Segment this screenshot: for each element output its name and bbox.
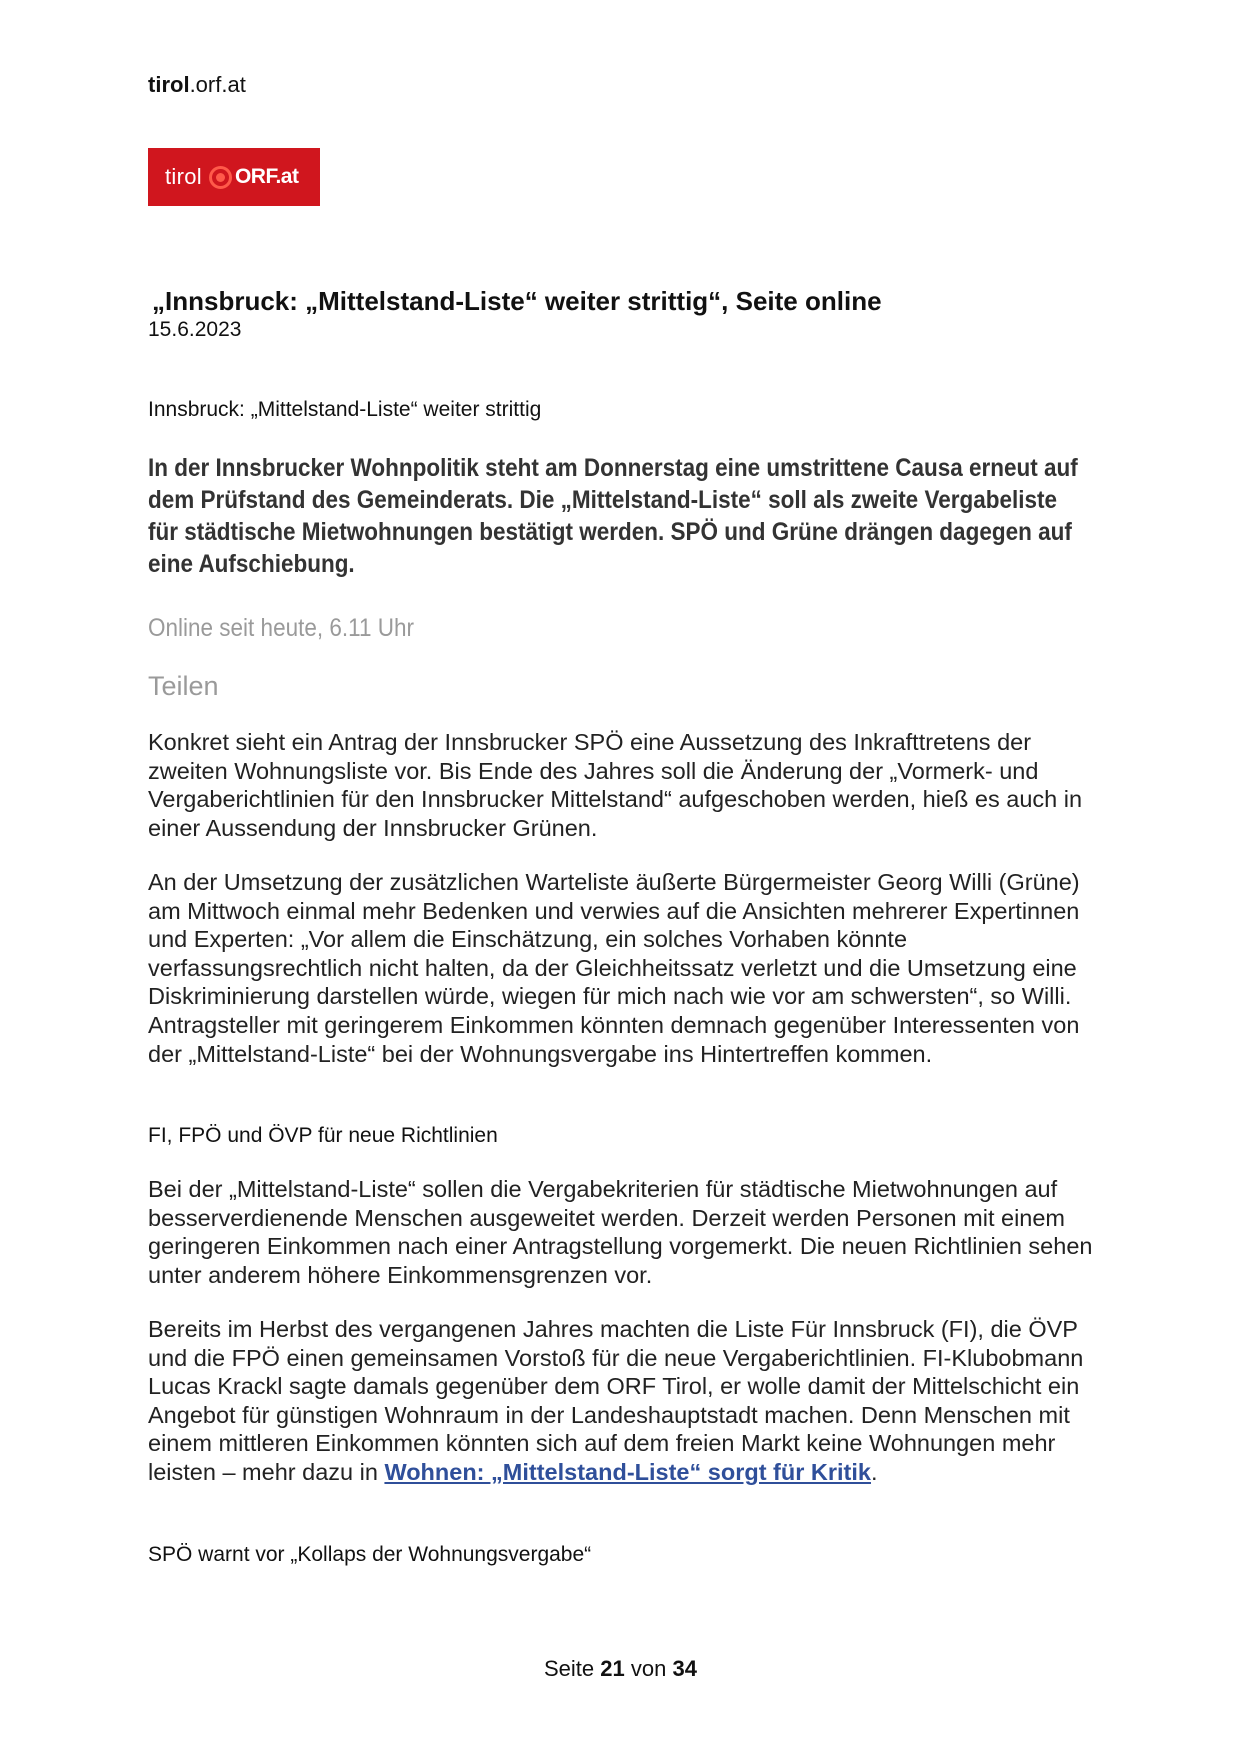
article-date: 15.6.2023 bbox=[148, 318, 242, 341]
paragraph-4 bbox=[148, 1315, 1098, 1487]
article-lead: In der Innsbrucker Wohnpolitik steht am Donnerstag eine umstrittene Causa erneut auf dem Prüfstand des Gemeinderats. Die „Mittelstand-Liste“ soll als zweite Vergabeliste für städtische Mietwohnungen bestätigt werden. SPÖ und Grüne drängen dagegen auf eine Aufschiebung. bbox=[148, 454, 1078, 578]
paragraph-4-text: Bereits im Herbst des vergangenen Jahres machten die Liste Für Innsbruck (FI), die ÖVP und die FPÖ einen gemeinsamen Vorstoß für die neue Vergaberichtlinien. FI-Klubobmann Lucas Krackl sagte damals gegenüber dem ORF Tirol, er wolle damit der Mittelschicht ein Angebot für günstigen Wohnraum in der Landeshauptstadt machen. Denn Menschen mit einem mittleren Einkommen könnten sich auf dem freien Markt keine Wohnungen mehr leisten – mehr dazu in bbox=[148, 1316, 1084, 1485]
footer-page-number: 21 bbox=[600, 1656, 625, 1681]
section-heading-2: SPÖ warnt vor „Kollaps der Wohnungsvergabe“ bbox=[148, 1543, 592, 1566]
logo-word-orf: ORF.at bbox=[234, 165, 299, 188]
paragraph-1: Konkret sieht ein Antrag der Innsbrucker SPÖ eine Aussetzung des Inkrafttretens der zweiten Wohnungsliste vor. Bis Ende des Jahres soll die Änderung der „Vormerk- und Vergaberichtlinien für den Innsbrucker Mittelstand“ aufgeschoben werden, hieß es auch in einer Aussendung der Innsbrucker Grünen. bbox=[148, 729, 1083, 841]
orf-eye-icon bbox=[209, 166, 232, 189]
paragraph-2: An der Umsetzung der zusätzlichen Warteliste äußerte Bürgermeister Georg Willi (Grüne) am Mittwoch einmal mehr Bedenken und verwies auf die Ansichten mehrerer Expertinnen und Experten: „Vor allem die Einschätzung, ein solches Vorhaben könnte verfassungsrechtlich nicht halten, da der Gleichheitssatz verletzt und die Umsetzung eine Diskriminierung darstellen würde, wiegen für mich nach wie vor am schwersten“, so Willi. Antragsteller mit geringerem Einkommen könnten demnach gegenüber Interessenten von der „Mittelstand-Liste“ bei der Wohnungsvergabe ins Hintertreffen kommen. bbox=[148, 869, 1080, 1067]
page-footer bbox=[0, 1656, 1241, 1682]
site-header-rest: .orf.at bbox=[189, 72, 246, 97]
page-title: „Innsbruck: „Mittelstand-Liste“ weiter strittig“, Seite online bbox=[152, 286, 882, 316]
section-heading-1: FI, FPÖ und ÖVP für neue Richtlinien bbox=[148, 1124, 498, 1147]
site-header bbox=[148, 72, 246, 98]
site-header-bold: tirol bbox=[148, 72, 190, 97]
online-timestamp: Online seit heute, 6.11 Uhr bbox=[148, 614, 414, 642]
logo-word-tirol: tirol bbox=[165, 164, 202, 189]
related-article-link[interactable]: Wohnen: „Mittelstand-Liste“ sorgt für Kritik bbox=[384, 1458, 871, 1485]
share-link[interactable]: Teilen bbox=[148, 671, 219, 701]
footer-middle: von bbox=[630, 1656, 667, 1681]
article-subtitle: Innsbruck: „Mittelstand-Liste“ weiter strittig bbox=[148, 398, 542, 421]
footer-page-total: 34 bbox=[672, 1656, 697, 1681]
paragraph-3: Bei der „Mittelstand-Liste“ sollen die Vergabekriterien für städtische Mietwohnungen auf besserverdienende Menschen ausgeweitet werden. Derzeit werden Personen mit einem geringeren Einkommen nach einer Antragstellung vorgemerkt. Die neuen Richtlinien sehen unter anderem höhere Einkommensgrenzen vor. bbox=[148, 1176, 1093, 1288]
paragraph-4-end: . bbox=[870, 1458, 878, 1485]
footer-prefix: Seite bbox=[544, 1656, 595, 1681]
orf-tirol-logo bbox=[148, 148, 320, 206]
